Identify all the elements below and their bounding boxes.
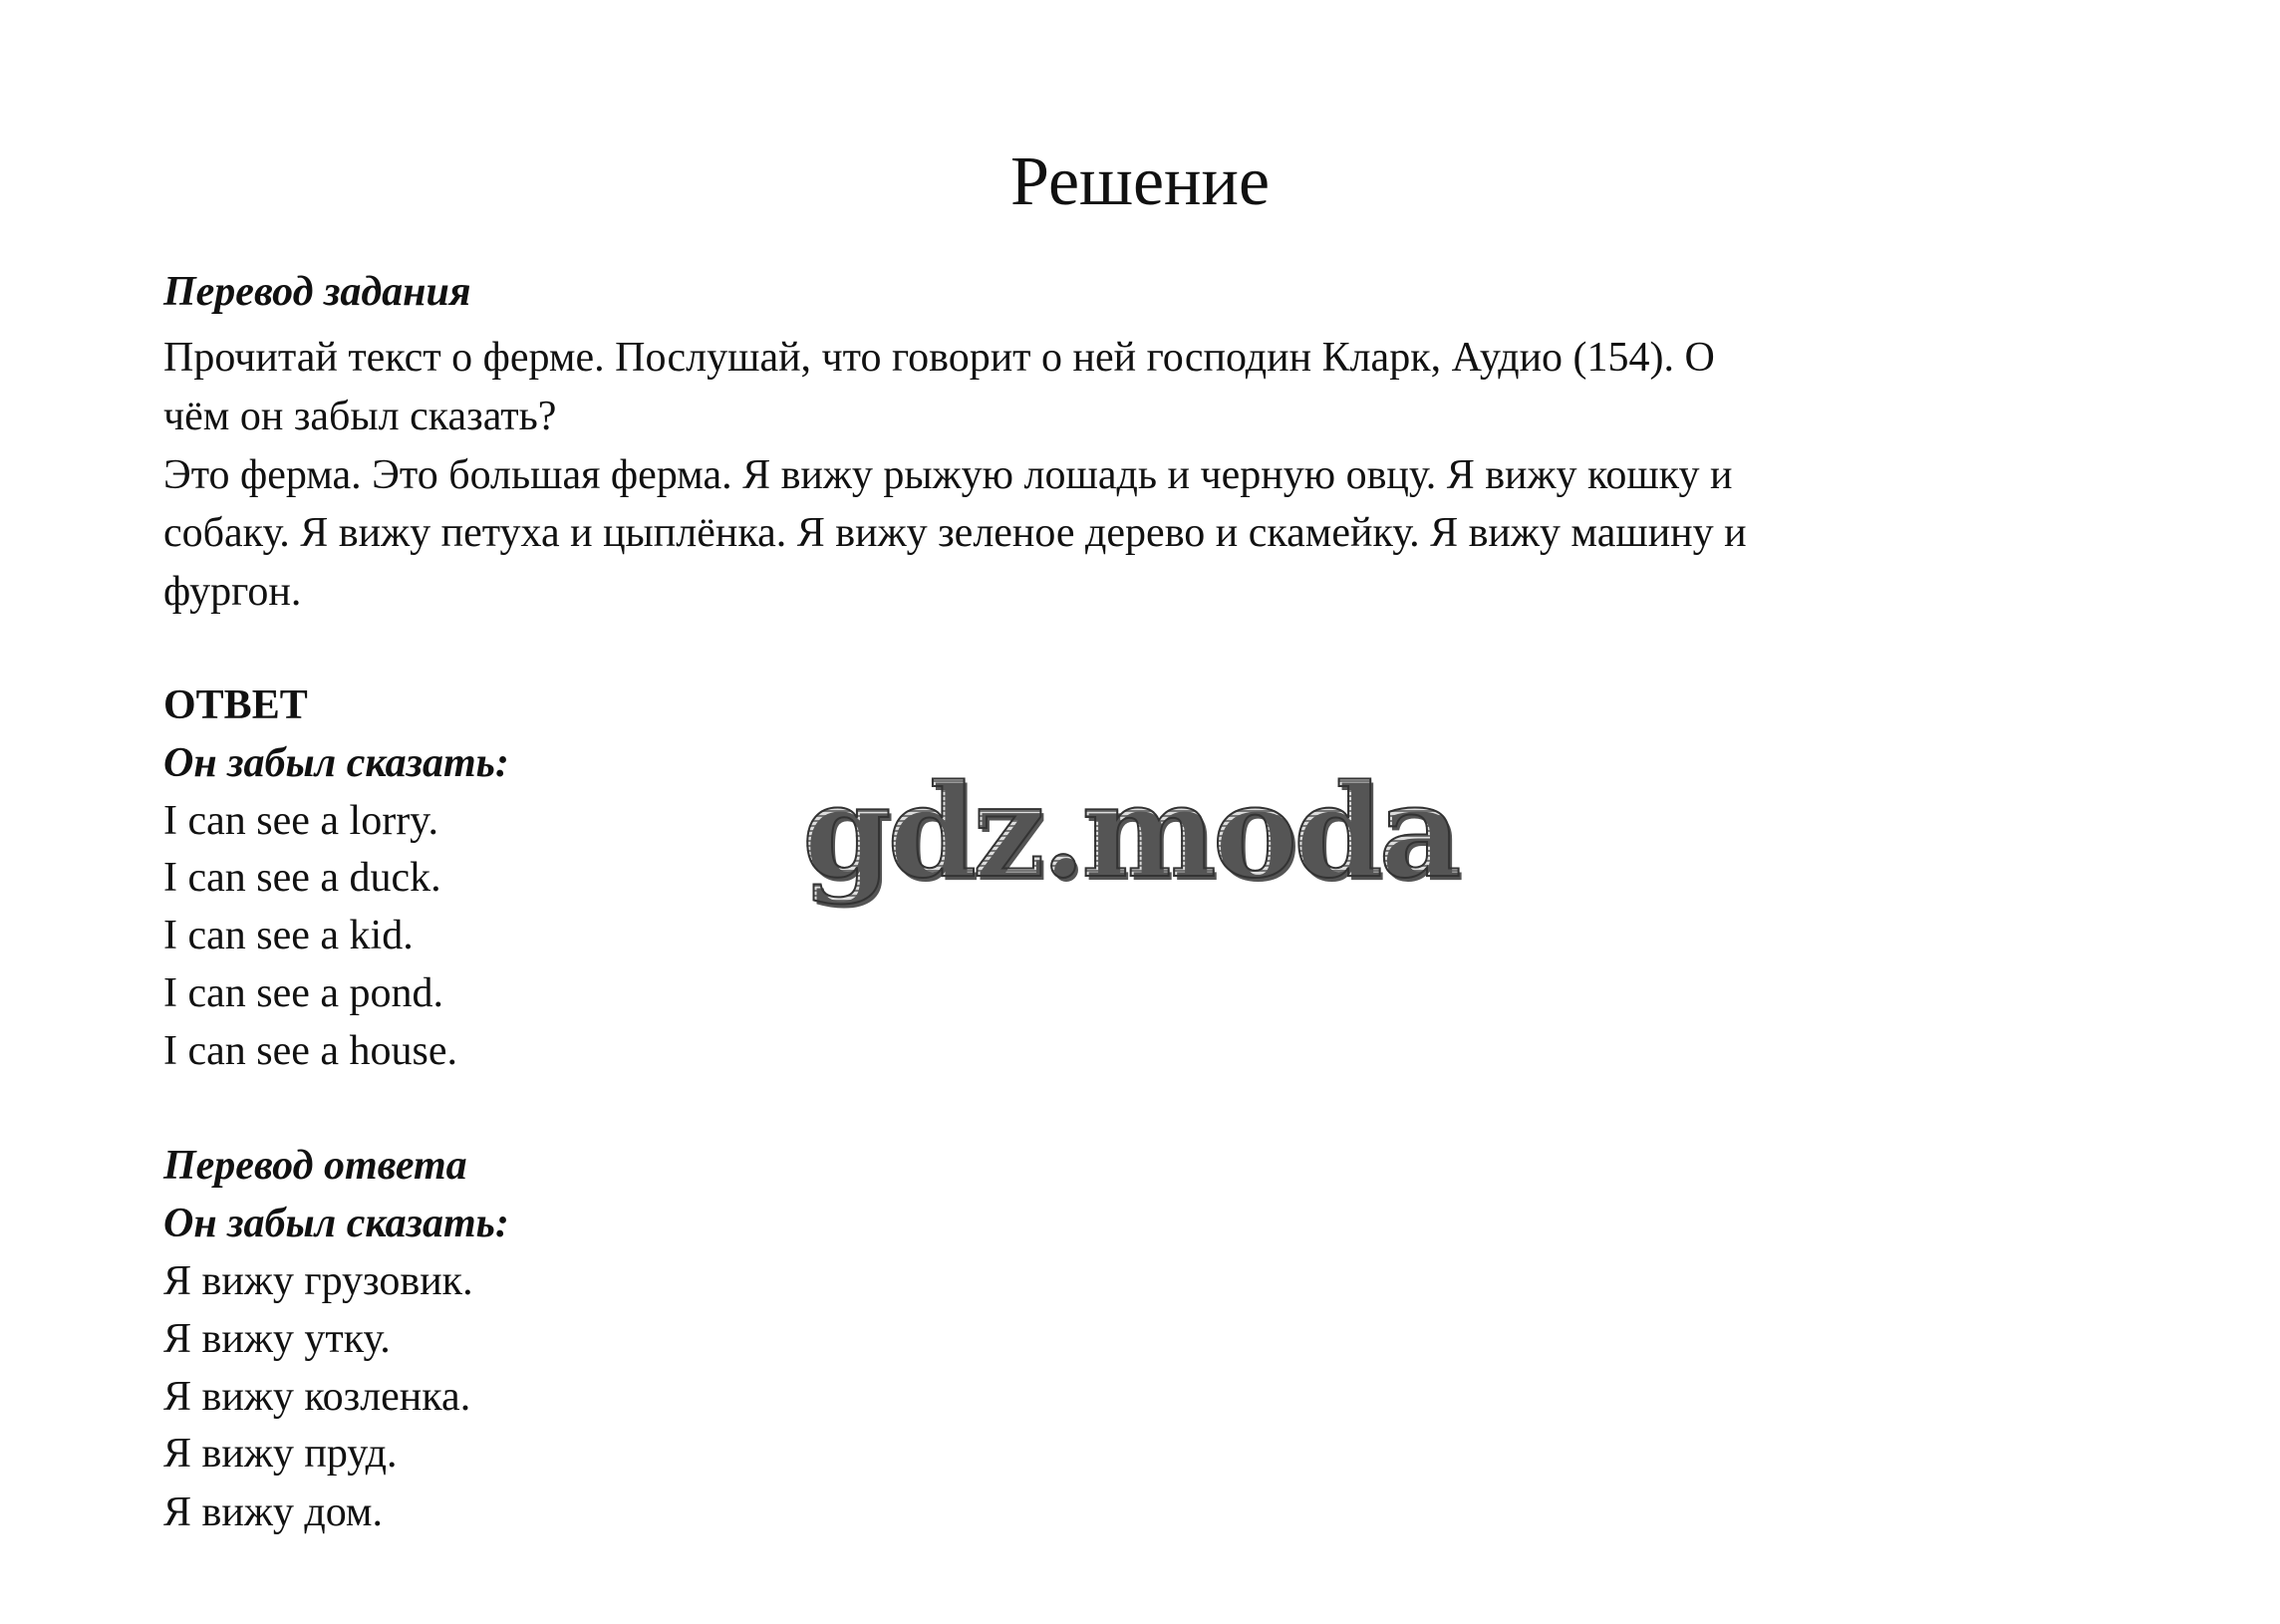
- task-line: чём он забыл сказать?: [163, 394, 557, 439]
- translation-heading: Перевод ответа: [163, 1143, 467, 1189]
- translation-line: Я вижу пруд.: [163, 1431, 398, 1477]
- answer-line: I can see a house.: [163, 1028, 458, 1074]
- task-heading: Перевод задания: [163, 269, 471, 315]
- task-line: Прочитай текст о ферме. Послушай, что говорит о ней господин Кларк, Аудио (154). О: [163, 335, 1715, 381]
- translation-line: Я вижу грузовик.: [163, 1258, 473, 1304]
- task-line: собаку. Я вижу петуха и цыплёнка. Я вижу зеленое дерево и скамейку. Я вижу машину и: [163, 510, 1747, 556]
- answer-subheading: Он забыл сказать:: [163, 740, 509, 786]
- translation-subheading: Он забыл сказать:: [163, 1201, 509, 1246]
- translation-line: Я вижу дом.: [163, 1489, 383, 1535]
- task-line: Это ферма. Это большая ферма. Я вижу рыжую лошадь и черную овцу. Я вижу кошку и: [163, 452, 1733, 498]
- translation-line: Я вижу козленка.: [163, 1374, 471, 1420]
- task-line: фургон.: [163, 569, 302, 615]
- answer-line: I can see a pond.: [163, 970, 444, 1016]
- watermark-logo: gdz.moda: [802, 757, 1458, 907]
- answer-heading: ОТВЕТ: [163, 682, 308, 728]
- answer-line: I can see a duck.: [163, 855, 441, 901]
- page-title: Решение: [1009, 143, 1271, 220]
- answer-line: I can see a lorry.: [163, 798, 438, 844]
- translation-line: Я вижу утку.: [163, 1316, 391, 1362]
- answer-line: I can see a kid.: [163, 913, 414, 958]
